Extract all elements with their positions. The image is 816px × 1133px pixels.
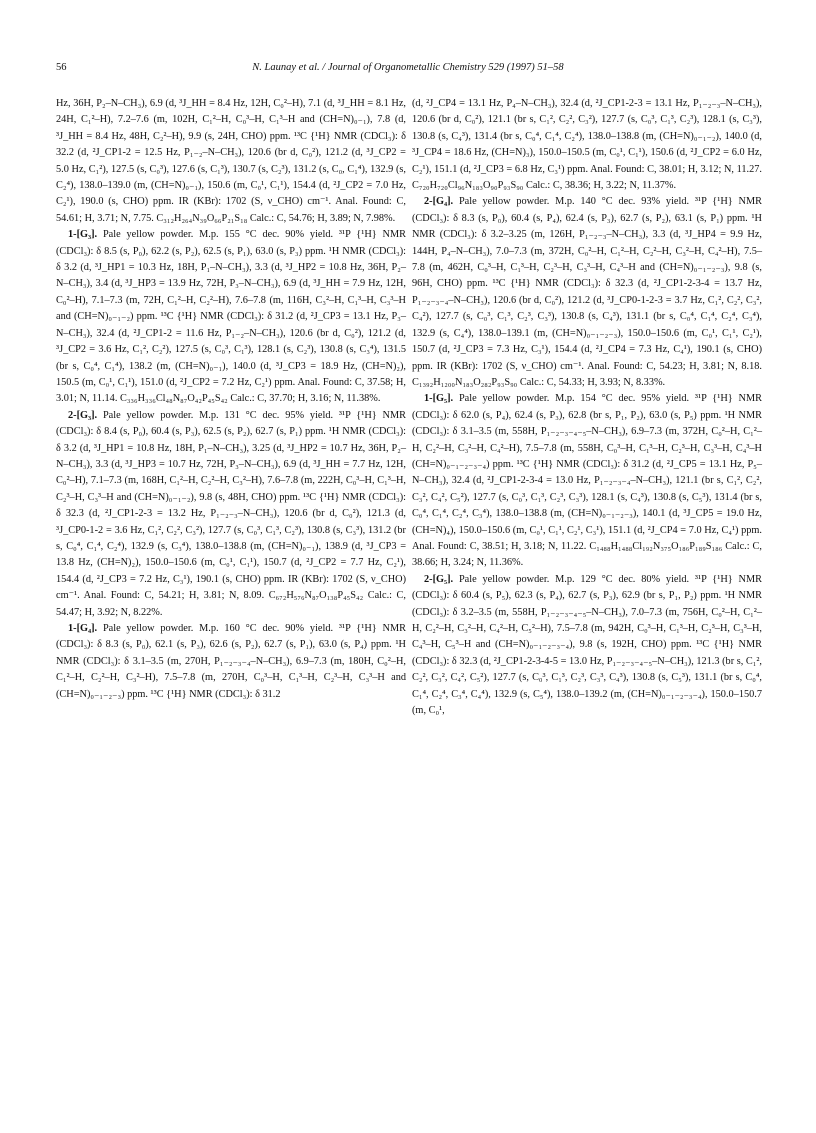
paragraph-continued: Hz, 36H, P₂–N–CH₃), 6.9 (d, ³J_HH = 8.4 Hz, 12H, C₀²–H), 7.1 (d, ³J_HH = 8.1 Hz, 24H, C₁²–H), 7.2–7.6 (m, 102H, C₁²–H, C₀³–H, C₁³–H and (CH=N)₀₋₁), 7.8 (d, ³J_HH = 8.4 Hz, 48H, C₂²–H), 9.9 (s, 24H, CHO) ppm. ¹³C {¹H} NMR (CDCl₃): δ 32.2 (d, ²J_CP1-2 = 12.5 Hz, P₁₋₂–N–CH₃), 120.6 (br d, C₀²), 121.2 (d, ³J_CP2 = 5.0 Hz, C₁²), 127.5 (s, C₀³), 127.6 (s, C₁³), 130.7 (s, C₂³), 131.2 (s, C₀, C₁⁴), 132.9 (s, C₂⁴), 138.0–139.0 (m, (CH=N)₀₋₁), 150.6 (m, C₀¹, C₁¹), 154.4 (d, ²J_CP2 = 7.0 Hz, C₂¹), 190.0 (s, CHO) ppm. IR (KBr): 1702 (S, ν_CHO) cm⁻¹. Anal. Found: C, 54.61; H, 3.71; N, 7.75. C₃₁₂H₂₆₄N₃₉O₆₆P₂₁S₁₈ Calc.: C, 54.76; H, 3.89; N, 7.98%.	[56, 98, 406, 224]
right-column	[412, 96, 762, 719]
compound-description: Pale yellow powder. M.p. 154 °C dec. 95% yield. ³¹P {¹H} NMR (CDCl₃): δ 62.0 (s, P₄), 62.4 (s, P₃), 62.8 (br s, P₁, P₂), 63.0 (s, P₅) ppm. ¹H NMR (CDCl₃): δ 3.1–3.5 (m, 558H, P₁₋₂₋₃₋₄₋₅–N–CH₃), 6.9–7.3 (m, 372H, C₀²–H, C₁²–H, C₂²–H, C₃²–H, C₄²–H), 7.5–7.8 (m, 558H, C₀³–H, C₁³–H, C₂³–H, C₃³–H, C₄³–H (CH=N)₀₋₁₋₂₋₃₋₄) ppm. ¹³C {¹H} NMR (CDCl₃): δ 31.2 (d, ²J_CP5 = 13.1 Hz, P₅–N–CH₃), 32.4 (d, ²J_CP1-2-3-4 = 13.0 Hz, P₁₋₂₋₃₋₄–N–CH₃), 121.1 (br s, C₁², C₂², C₃², C₄², C₅²), 127.7 (s, C₀³, C₁³, C₂³, C₃³), 128.1 (s, C₄³), 130.8 (s, C₅³), 131.4 (br s, C₀⁴, C₁⁴, C₂⁴, C₃⁴), 138.0–138.8 (m, (CH=N)₀₋₁₋₂₋₃), 140.1 (d, ³J_CP5 = 19.0 Hz, (CH=N)₄), 150.0–150.6 (m, C₀¹, C₁¹, C₂¹, C₃¹), 151.1 (d, ²J_CP4 = 7.0 Hz, C₄¹) ppm. Anal. Found: C, 38.51; H, 3.18; N, 11.22. C₁₄₈₈H₁₄₈₈Cl₁₉₂N₃₇₅O₁₈₆P₁₈₉S₁₈₆ Calc.: C, 38.66; H, 3.24; N, 11.36%.	[412, 393, 762, 569]
compound-label: 1-[G₃].	[68, 229, 98, 241]
compound-entry-1-g5	[412, 391, 762, 571]
compound-description: Pale yellow powder. M.p. 155 °C dec. 90% yield. ³¹P {¹H} NMR (CDCl₃): δ 8.5 (s, P₀), 62.2 (s, P₂), 62.5 (s, P₁), 63.0 (s, P₃) ppm. ¹H NMR (CDCl₃): δ 3.2 (d, ³J_HP1 = 10.3 Hz, 18H, P₁–N–CH₃), 3.3 (d, ³J_HP2 = 10.8 Hz, 36H, P₂–N–CH₃), 3.4 (d, ³J_HP3 = 13.9 Hz, 72H, P₃–N–CH₃), 6.9 (d, ³J_HH = 7.9 Hz, 12H, C₀²–H), 7.1–7.3 (m, 72H, C₁²–H, C₂²–H), 7.6–7.8 (m, 116H, C₃²–H, C₁³–H, C₃³–H and (CH=N)₀₋₁₋₂) ppm. ¹³C {¹H} NMR (CDCl₃): δ 31.2 (d, ²J_CP3 = 13.1 Hz, P₃–N–CH₃), 32.4 (d, ²J_CP1-2 = 11.6 Hz, P₁₋₂–N–CH₃), 120.6 (br d, C₀²), 121.2 (d, ³J_CP2 = 3.6 Hz, C₁², C₂²), 127.5 (s, C₀³, C₁³), 128.1 (s, C₂³), 130.8 (s, C₃⁴), 131.5 (br s, C₀⁴, C₁⁴), 138.2 (m, (CH=N)₀₋₁), 140.0 (d, ³J_CP3 = 18.9 Hz, (CH=N)₂), 150.5 (m, C₀¹, C₁¹), 151.0 (d, ²J_CP2 = 7.2 Hz, C₂¹) ppm. Anal. Found: C, 37.58; H, 3.01; N, 11.14. C₃₃₆H₃₃₆Cl₄₈N₈₇O₄₂P₄₅S₄₂ Calc.: C, 37.70; H, 3.16; N, 11.38%.	[56, 229, 406, 405]
compound-description: Pale yellow powder. M.p. 140 °C dec. 93% yield. ³¹P {¹H} NMR (CDCl₃): δ 8.3 (s, P₀), 60.4 (s, P₄), 62.4 (s, P₃), 62.7 (s, P₂), 63.1 (s, P₁) ppm. ¹H NMR (CDCl₃): δ 3.2–3.25 (m, 126H, P₁₋₂₋₃–N–CH₃), 3.3 (d, ³J_HP4 = 9.9 Hz, 144H, P₄–N–CH₃), 7.0–7.3 (m, 372H, C₀²–H, C₁²–H, C₂²–H, C₃²–H, C₄²–H), 7.5–7.8 (m, 462H, C₀³–H, C₁³–H, C₂³–H, C₃³–H, C₄³–H and (CH=N)₀₋₁₋₂₋₃), 9.8 (s, 96H, CHO) ppm. ¹³C {¹H} NMR (CDCl₃): δ 32.3 (d, ²J_CP1-2-3-4 = 13.7 Hz, P₁₋₂₋₃₋₄–N–CH₃), 120.6 (br d, C₀²), 121.2 (d, ³J_CP0-1-2-3 = 3.7 Hz, C₁², C₂², C₃², C₄²), 127.7 (s, C₀³, C₁³, C₂³, C₃³), 130.8 (s, C₄³), 131.1 (br s, C₀⁴, C₁⁴, C₂⁴, C₃⁴), 132.9 (s, C₄⁴), 138.0–139.1 (m, (CH=N)₀₋₁₋₂₋₃), 150.0–150.6 (m, C₀¹, C₁¹, C₂¹), 150.7 (d, ²J_CP3 = 7.3 Hz, C₃¹), 154.4 (d, ²J_CP4 = 7.3 Hz, C₄¹), 190.1 (s, CHO) ppm. IR (KBr): 1702 (S, ν_CHO) cm⁻¹. Anal. Found: C, 54.23; H, 3.81; N, 8.18. C₁₃₉₂H₁₂₀₀N₁₈₃O₂₈₂P₉₃S₉₀ Calc.: C, 54.33; H, 3.93; N, 8.33%.	[412, 196, 762, 388]
compound-description: Pale yellow powder. M.p. 129 °C dec. 80% yield. ³¹P {¹H} NMR (CDCl₃): δ 60.4 (s, P₅), 62.3 (s, P₄), 62.7 (s, P₃), 62.9 (br s, P₁, P₂) ppm. ¹H NMR (CDCl₃): δ 3.2–3.5 (m, 558H, P₁₋₂₋₃₋₄₋₅–N–CH₃), 7.0–7.3 (m, 756H, C₀²–H, C₁²–H, C₂²–H, C₃²–H, C₄²–H, C₅²–H), 7.5–7.8 (m, 942H, C₀³–H, C₁³–H, C₂³–H, C₃³–H, C₄³–H, C₅³–H and (CH=N)₀₋₁₋₂₋₃₋₄), 9.8 (s, 192H, CHO) ppm. ¹³C {¹H} NMR (CDCl₃): δ 32.3 (d, ²J_CP1-2-3-4-5 = 13.0 Hz, P₁₋₂₋₃₋₄₋₅–N–CH₃), 121.3 (br s, C₁², C₂², C₃², C₄², C₅²), 127.7 (s, C₀³, C₁³, C₂³, C₃³, C₄³), 130.8 (s, C₅³), 131.1 (br s, C₀⁴, C₁⁴, C₂⁴, C₃⁴, C₄⁴), 132.9 (s, C₅⁴), 138.0–139.2 (m, (CH=N)₀₋₁₋₂₋₃₋₄), 150.0–150.7 (m, C₀¹,	[412, 573, 762, 717]
compound-description: Pale yellow powder. M.p. 131 °C dec. 95% yield. ³¹P {¹H} NMR (CDCl₃): δ 8.4 (s, P₀), 60.4 (s, P₃), 62.5 (s, P₂), 62.7 (s, P₁) ppm. ¹H NMR (CDCl₃): δ 3.2 (d, ³J_HP1 = 10.8 Hz, 18H, P₁–N–CH₃), 3.25 (d, ³J_HP2 = 10.7 Hz, 36H, P₂–N–CH₃), 3.3 (d, ³J_HP3 = 10.7 Hz, 72H, P₃–N–CH₃), 6.9 (d, ³J_HH = 7.7 Hz, 12H, C₀²–H), 7.1–7.3 (m, 168H, C₁²–H, C₂²–H, C₃²–H), 7.6–7.8 (m, 222H, C₀³–H, C₁³–H, C₂³–H, C₃³–H and (CH=N)₀₋₁₋₂), 9.8 (s, 48H, CHO) ppm. ¹³C {¹H} NMR (CDCl₃): δ 32.3 (d, ²J_CP1-2-3 = 13.2 Hz, P₁₋₂₋₃–N–CH₃), 120.6 (br d, C₀²), 121.3 (d, ³J_CP0-1-2 = 3.6 Hz, C₁², C₂², C₃²), 127.7 (s, C₀³, C₁³, C₂³), 130.8 (s, C₃³), 131.2 (br s, C₀⁴, C₁⁴, C₂⁴), 132.9 (s, C₃⁴), 138.0–138.8 (m, (CH=N)₀₋₁), 138.9 (d, ³J_CP3 = 13.8 Hz, (CH=N)₂), 150.0–150.6 (m, C₀¹, C₁¹), 150.7 (d, ²J_CP2 = 7.7 Hz, C₂¹), 154.4 (d, ²J_CP3 = 7.2 Hz, C₃¹), 190.1 (s, CHO) ppm. IR (KBr): 1702 (S, ν_CHO) cm⁻¹. Anal. Found: C, 54.21; H, 3.81; N, 8.09. C₆₇₂H₅₇₆N₈₇O₁₃₈P₄₅S₄₂ Calc.: C, 54.47; H, 3.92; N, 8.22%.	[56, 409, 406, 618]
compound-entry-2-g3	[56, 408, 406, 621]
left-column	[56, 96, 406, 703]
compound-label: 1-[G₄].	[68, 623, 98, 634]
compound-label: 1-[G₅].	[424, 393, 454, 405]
compound-entry-1-g3	[56, 227, 406, 407]
compound-description: Pale yellow powder. M.p. 160 °C dec. 90% yield. ³¹P {¹H} NMR (CDCl₃): δ 8.3 (s, P₀), 62.1 (s, P₃), 62.6 (s, P₂), 62.7 (s, P₁), 63.0 (s, P₄) ppm. ¹H NMR (CDCl₃): δ 3.1–3.5 (m, 270H, P₁₋₂₋₃₋₄–N–CH₃), 6.9–7.3 (m, 180H, C₀²–H, C₁²–H, C₂²–H, C₃²–H), 7.5–7.8 (m, 270H, C₀³–H, C₁³–H, C₂³–H, C₃³–H and (CH=N)₀₋₁₋₂₋₃) ppm. ¹³C {¹H} NMR (CDCl₃): δ 31.2	[56, 623, 406, 700]
page-number: 56	[56, 62, 67, 73]
compound-entry-1-g4	[56, 621, 406, 703]
compound-entry-2-g4	[412, 194, 762, 391]
compound-label: 2-[G₃].	[68, 409, 98, 421]
compound-entry-2-g5	[412, 572, 762, 720]
running-head	[56, 62, 760, 80]
compound-label: 2-[G₅].	[424, 573, 454, 585]
paragraph-continued: (d, ²J_CP4 = 13.1 Hz, P₄–N–CH₃), 32.4 (d, ²J_CP1-2-3 = 13.1 Hz, P₁₋₂₋₃–N–CH₃), 120.6 (br d, C₀²), 121.1 (br s, C₁², C₂², C₃²), 127.7 (s, C₀³, C₁³, C₂³), 128.1 (s, C₃³), 130.8 (s, C₄³), 131.4 (br s, C₀⁴, C₁⁴, C₂⁴), 138.0–138.8 (m, (CH=N)₀₋₁₋₂), 140.0 (d, ³J_CP4 = 18.6 Hz, (CH=N)₃), 150.0–150.5 (m, C₀¹, C₁¹), 150.6 (d, ²J_CP2 = 6.0 Hz, C₂¹), 151.1 (d, ²J_CP3 = 6.8 Hz, C₃¹) ppm. Anal. Found: C, 38.01; H, 3.12; N, 11.27. C₇₂₀H₇₂₀Cl₉₆N₁₈₃O₉₀P₉₃S₉₀ Calc.: C, 38.36; H, 3.22; N, 11.37%.	[412, 98, 762, 192]
compound-label: 2-[G₄].	[424, 196, 454, 208]
journal-reference: N. Launay et al. / Journal of Organometallic Chemistry 529 (1997) 51–58	[252, 62, 564, 73]
